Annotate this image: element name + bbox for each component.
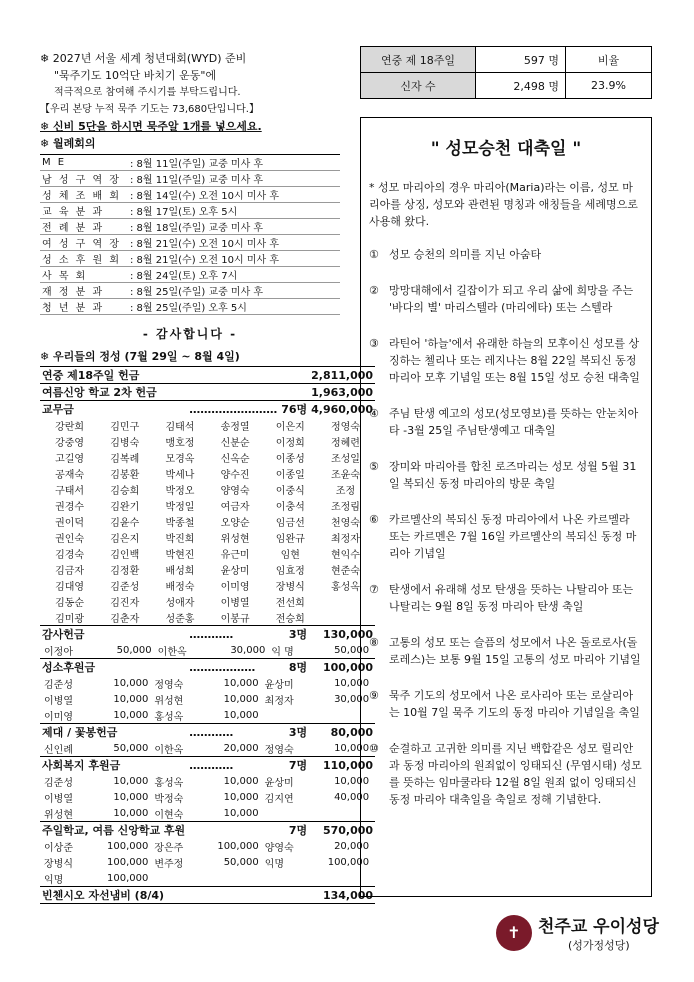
welfare-item-row <box>42 773 373 789</box>
donor-amount: 20,000 <box>223 742 259 754</box>
empty-cell <box>152 870 197 886</box>
donor-name: 전선희 <box>275 597 305 609</box>
thanks-offering-count: 3명 <box>279 626 309 643</box>
meeting-row <box>40 235 340 251</box>
donor-name: 김준성 <box>44 679 73 691</box>
donor-name: 김완기 <box>110 501 140 513</box>
donor-name: 신인례 <box>44 744 73 756</box>
donor-name: 김경숙 <box>55 549 85 561</box>
donor-name: 성애자 <box>165 597 195 609</box>
welfare-item-row <box>42 789 373 805</box>
donor-amount: 10,000 <box>334 677 370 689</box>
donor-name: 위성현 <box>44 809 73 821</box>
feast-item-text: 묵주 기도의 성모에서 나온 로사리아 또는 로살리아는 10월 7일 묵주 기도의 동정 마리아 기념일을 축일 <box>389 689 640 719</box>
week-label: 연중 제 18주일 <box>361 47 476 73</box>
donor-name: 임금선 <box>275 517 305 529</box>
donor-name: 위성현 <box>220 533 250 545</box>
donor-amount: 10,000 <box>113 693 149 705</box>
dues-names-row <box>42 433 373 449</box>
donor-amount: 10,000 <box>223 693 259 705</box>
donor-name: 이병열 <box>44 793 73 805</box>
vocation-label: 성소후원금 <box>40 659 187 676</box>
feast-item-number: ⑩ <box>369 742 379 755</box>
donor-name: 윤상미 <box>264 777 294 789</box>
feast-item <box>369 687 643 721</box>
donor-name: 김금자 <box>55 565 85 577</box>
donor-name: 김승희 <box>110 485 140 497</box>
offering-amount: 1,963,000 <box>311 385 374 399</box>
donor-name: 이미영 <box>220 581 250 593</box>
feast-item-text: 주님 탄생 예고의 성모(성모영보)를 뜻하는 안눈치아타 -3월 25일 주님탄생예고 대축일 <box>389 407 639 437</box>
donor-amount: 10,000 <box>223 709 259 721</box>
meeting-time: : 8월 18일(주일) 교중 미사 후 <box>128 219 340 235</box>
meeting-name: 교 육 분 과 <box>40 203 128 219</box>
meeting-time: : 8월 14일(수) 오전 10시 미사 후 <box>128 187 340 203</box>
sunday-school-amount: 570,000 <box>309 822 375 839</box>
thanks-title: - 감사합니다 - <box>142 327 238 341</box>
meeting-row <box>40 171 340 187</box>
parish-dues-amount: 4,960,000 <box>311 402 374 416</box>
meeting-time: : 8월 11일(주일) 교중 미사 후 <box>128 155 340 171</box>
feast-title: " 성모승천 대축일 " <box>430 139 582 159</box>
donor-name: 이은지 <box>275 421 305 433</box>
dues-names-row <box>42 465 373 481</box>
ratio-value: 23.9% <box>566 73 652 99</box>
offering-table <box>40 366 375 904</box>
donor-name: 박정오 <box>165 485 195 497</box>
thanks-offering-dots: ………… <box>187 626 279 643</box>
right-column <box>360 46 652 897</box>
wyd-campaign: "묵주기도 10억단 바치기 운동"에 <box>54 69 217 82</box>
meeting-row <box>40 251 340 267</box>
vincent-label: 빈첸시오 자선냄비 (8/4) <box>40 887 309 904</box>
meeting-time: : 8월 25일(주일) 오후 5시 <box>128 299 340 315</box>
feast-item-text: 망망대해에서 길잡이가 되고 우리 삶에 희망을 주는 '바다의 별' 마리스텔라 (마리에타) 또는 스텔라 <box>389 284 634 314</box>
empty-cell <box>263 707 312 723</box>
donor-name: 유근미 <box>220 549 250 561</box>
donor-name: 김봉환 <box>110 469 140 481</box>
donor-name: 윤상미 <box>264 679 294 691</box>
feast-item-number: ③ <box>369 337 379 350</box>
dues-names-row <box>42 449 373 465</box>
dues-names-row <box>42 529 373 545</box>
wyd-title: ❄ 2027년 서울 세계 청년대회(WYD) 준비 <box>40 52 247 65</box>
feast-item-text: 장미와 마리아를 합친 로즈마리는 성모 성월 5월 31일 복되신 동정 마리아의 방문 축일 <box>389 460 637 490</box>
feast-item-number: ② <box>369 284 379 297</box>
donor-name: 익명 <box>44 874 64 886</box>
meeting-time: : 8월 24일(토) 오후 7시 <box>128 267 340 283</box>
meeting-row <box>40 219 340 235</box>
donor-name: 강중영 <box>55 437 85 449</box>
donor-name: 송정열 <box>220 421 250 433</box>
meeting-name: 성 소 후 원 회 <box>40 251 128 267</box>
donor-name: 여금자 <box>220 501 250 513</box>
dues-names-row <box>42 497 373 513</box>
offering-label: 여름신앙 학교 2차 헌금 <box>40 384 309 401</box>
altar-items <box>42 740 373 756</box>
donor-name: 이현숙 <box>154 809 184 821</box>
vocation-amount: 100,000 <box>309 659 375 676</box>
altar-header <box>40 724 375 741</box>
welfare-label: 사회복지 후원금 <box>40 757 187 774</box>
altar-amount: 80,000 <box>309 724 375 741</box>
donor-name: 이병열 <box>220 597 250 609</box>
donor-name: 김준성 <box>110 581 140 593</box>
donor-name: 익 명 <box>271 646 294 658</box>
donor-amount: 10,000 <box>113 775 149 787</box>
donor-name: 이한옥 <box>154 744 184 756</box>
donor-name: 임완규 <box>275 533 305 545</box>
donor-name: 정영숙 <box>330 421 360 433</box>
donor-amount: 50,000 <box>116 644 152 656</box>
meeting-name: 재 정 분 과 <box>40 283 128 299</box>
welfare-header <box>40 757 375 774</box>
donor-amount: 10,000 <box>334 775 370 787</box>
feast-item-text: 성모 승천의 의미를 지닌 아숨타 <box>389 248 542 261</box>
donor-amount: 50,000 <box>113 742 149 754</box>
parish-dues-label: 교무금 <box>40 401 187 418</box>
meeting-time: : 8월 11일(주일) 교중 미사 후 <box>128 171 340 187</box>
dues-names-row <box>42 593 373 609</box>
wyd-count: 【우리 본당 누적 묵주 기도는 73,680단입니다.】 <box>40 104 259 115</box>
donor-amount: 10,000 <box>223 807 259 819</box>
donor-name: 성준홍 <box>165 613 195 625</box>
donor-amount: 10,000 <box>223 775 259 787</box>
donor-name: 이종성 <box>275 453 305 465</box>
feast-item <box>369 405 643 439</box>
vocation-item-row <box>42 691 373 707</box>
donor-name: 박정일 <box>165 501 195 513</box>
sunday-school-label: 주일학교, 여름 신앙학교 후원 <box>40 822 187 839</box>
donor-name: 김춘자 <box>110 613 140 625</box>
feast-item-text: 순결하고 고귀한 의미를 지닌 백합같은 성모 릴리안과 동정 마리아의 원죄없이 잉태되신 (무염시태) 성모를 뜻하는 임마쿨라타 12월 8일 원죄 없이 잉태되신 동정 마리아 대축일을 축일로 정해 기념한다. <box>389 742 642 806</box>
donor-amount: 100,000 <box>106 872 149 884</box>
feast-item-number: ④ <box>369 407 379 420</box>
donor-name: 최정자 <box>264 695 294 707</box>
sunday-school-count: 7명 <box>279 822 309 839</box>
feast-item <box>369 511 643 562</box>
donor-name: 권인숙 <box>55 533 85 545</box>
meeting-row <box>40 299 340 315</box>
donor-name: 이충석 <box>275 501 305 513</box>
donor-amount: 10,000 <box>113 807 149 819</box>
feast-item-number: ⑤ <box>369 460 379 473</box>
meeting-heading: ❄ 월례회의 <box>40 137 96 150</box>
meeting-name: 성 체 조 배 회 <box>40 187 128 203</box>
thanks-offering-label: 감사헌금 <box>40 626 187 643</box>
donor-amount: 50,000 <box>334 644 370 656</box>
donor-name: 최정자 <box>330 533 360 545</box>
altar-count: 3명 <box>279 724 309 741</box>
donor-name: 이봉규 <box>220 613 250 625</box>
members-value: 2,498 명 <box>476 73 566 99</box>
vincent-amount: 134,000 <box>309 887 375 904</box>
welfare-item-row <box>42 805 373 821</box>
meeting-time: : 8월 17일(토) 오후 5시 <box>128 203 340 219</box>
meeting-name: 여 성 구 역 장 <box>40 235 128 251</box>
empty-cell <box>263 870 308 886</box>
feast-item-text: 탄생에서 유래해 성모 탄생을 뜻하는 나탈리아 또는 나탈리는 9월 8일 동정 마리아 탄생 축일 <box>389 583 634 613</box>
donor-name: 천영숙 <box>330 517 360 529</box>
parish-name: 천주교 우이성당 <box>538 917 659 937</box>
meeting-time: : 8월 21일(수) 오전 10시 미사 후 <box>128 251 340 267</box>
donor-amount: 100,000 <box>327 856 370 868</box>
church-emblem-icon: ✝ <box>496 915 532 951</box>
meeting-row <box>40 203 340 219</box>
donor-name: 김인백 <box>110 549 140 561</box>
donor-name: 모경옥 <box>165 453 195 465</box>
meeting-name: 사 목 회 <box>40 267 128 283</box>
dues-names-row <box>42 513 373 529</box>
donor-name: 김은지 <box>110 533 140 545</box>
donor-amount: 100,000 <box>106 840 149 852</box>
feast-item <box>369 634 643 668</box>
donor-name: 김병숙 <box>110 437 140 449</box>
donor-name: 박현진 <box>165 549 195 561</box>
donor-name: 김복례 <box>110 453 140 465</box>
donor-name: 홍성옥 <box>154 777 184 789</box>
donor-name: 양영숙 <box>220 485 250 497</box>
donor-name: 이상준 <box>44 842 73 854</box>
donor-name: 전승희 <box>275 613 305 625</box>
donor-amount: 10,000 <box>223 791 259 803</box>
meeting-row <box>40 155 340 171</box>
vocation-items <box>42 675 373 723</box>
donor-name: 이정희 <box>275 437 305 449</box>
sunday-school-header <box>40 822 375 839</box>
donor-name: 권경수 <box>55 501 85 513</box>
feast-box <box>360 117 652 897</box>
donor-amount: 10,000 <box>223 677 259 689</box>
donor-name: 김대영 <box>55 581 85 593</box>
donor-name: 박정숙 <box>154 793 184 805</box>
meeting-name: 청 년 분 과 <box>40 299 128 315</box>
donor-name: 김미광 <box>55 613 85 625</box>
donor-name: 장은주 <box>154 842 184 854</box>
feast-item <box>369 740 643 808</box>
left-column <box>40 50 374 904</box>
donor-name: 위성현 <box>154 695 184 707</box>
donor-name: 임효정 <box>275 565 305 577</box>
vincent-row <box>40 887 375 904</box>
donor-name: 박세나 <box>165 469 195 481</box>
parish-dues-dots: …………………… <box>189 402 278 416</box>
donor-name: 신분순 <box>220 437 250 449</box>
ratio-label: 비율 <box>566 47 652 73</box>
donor-name: 김동순 <box>55 597 85 609</box>
donor-name: 이미영 <box>44 711 73 723</box>
donor-name: 변주정 <box>154 858 184 870</box>
feast-item-text: 고통의 성모 또는 슬픔의 성모에서 나온 돌로로사(돌로레스)는 보통 9월 15일 고통의 성모 마리아 기념일 <box>389 636 641 666</box>
feast-item <box>369 458 643 492</box>
donor-name: 이정아 <box>44 646 73 658</box>
welfare-items <box>42 773 373 821</box>
feast-item-number: ⑧ <box>369 636 379 649</box>
feast-item-text: 라틴어 '하늘'에서 유래한 하늘의 모후이신 성모를 상징하는 첼리나 또는 레지나는 8월 22일 복되신 동정 마리아 모후 기념일 또는 8월 15일 성모 승천 대축일 <box>389 337 640 384</box>
sunday-school-items <box>42 838 373 886</box>
offering-heading: ❄ 우리들의 정성 (7월 29일 ~ 8월 4일) <box>40 350 240 363</box>
meeting-name: M E <box>40 155 128 171</box>
parish-logo <box>496 912 659 953</box>
altar-item-row <box>42 740 373 756</box>
vocation-item-row <box>42 675 373 691</box>
dues-names-table <box>42 417 373 625</box>
feast-item-number: ① <box>369 248 379 261</box>
donor-name: 임현 <box>280 549 300 561</box>
donor-name: 이병열 <box>44 695 73 707</box>
feast-item <box>369 335 643 386</box>
dues-names-row <box>42 609 373 625</box>
parish-dues-header <box>40 401 375 418</box>
sunday-school-item-row <box>42 870 373 886</box>
donor-name: 정영숙 <box>264 744 294 756</box>
donor-name: 이종일 <box>275 469 305 481</box>
feast-item-text: 카르멜산의 복되신 동정 마리아에서 나온 카르멜라 또는 카르멘은 7월 16일 카르멜산의 복되신 동정 마리아 기념일 <box>389 513 637 560</box>
donor-name: 조성일 <box>330 453 360 465</box>
thanks-offering-header <box>40 626 375 643</box>
donor-amount: 30,000 <box>230 644 266 656</box>
donor-amount: 20,000 <box>334 840 370 852</box>
sunday-school-dots <box>187 822 279 839</box>
wyd-request: 적극적으로 참여해 주시기를 부탁드립니다. <box>54 87 241 98</box>
offering-label: 연중 제18주일 헌금 <box>40 367 309 384</box>
donor-name: 구태서 <box>55 485 85 497</box>
donor-amount: 100,000 <box>106 856 149 868</box>
dues-names-row <box>42 577 373 593</box>
sunday-school-item-row <box>42 838 373 854</box>
feast-item-number: ⑥ <box>369 513 379 526</box>
donor-name: 장병식 <box>44 858 73 870</box>
meeting-time: : 8월 21일(수) 오전 10시 미사 후 <box>128 235 340 251</box>
vocation-dots: ……………… <box>187 659 279 676</box>
thanks-offering-items <box>42 642 373 658</box>
feast-intro: * 성모 마리아의 경우 마리아(Maria)라는 이름, 성모 마리아를 상징, 성모와 관련된 명칭과 애칭들을 세례명으로 사용해 왔다. <box>369 181 638 228</box>
feast-item-number: ⑦ <box>369 583 379 596</box>
meeting-name: 남 성 구 역 장 <box>40 171 128 187</box>
donor-name: 홍성옥 <box>154 711 184 723</box>
donor-amount: 10,000 <box>334 742 370 754</box>
feast-item <box>369 581 643 615</box>
donor-name: 김민구 <box>110 421 140 433</box>
donor-amount: 30,000 <box>334 693 370 705</box>
dues-names-row <box>42 481 373 497</box>
notice-section <box>40 50 340 152</box>
donor-name: 익명 <box>264 858 285 870</box>
donor-name: 배정숙 <box>165 581 195 593</box>
donor-name: 홍성옥 <box>330 581 360 593</box>
donor-name: 맹호정 <box>165 437 195 449</box>
offering-row <box>40 384 375 401</box>
vocation-item-row <box>42 707 373 723</box>
altar-label: 제대 / 꽃봉헌금 <box>40 724 187 741</box>
parish-subtitle: (성가정성당) <box>568 939 630 952</box>
meeting-table <box>40 154 340 315</box>
donor-name: 오양순 <box>220 517 250 529</box>
altar-dots: ………… <box>187 724 279 741</box>
meeting-time: : 8월 25일(주일) 교중 미사 후 <box>128 283 340 299</box>
donor-name: 윤상미 <box>220 565 250 577</box>
donor-name: 장병식 <box>275 581 305 593</box>
offering-row <box>40 367 375 384</box>
attendance-table <box>360 46 652 99</box>
attendance-value: 597 명 <box>476 47 566 73</box>
donor-amount: 100,000 <box>217 840 259 852</box>
empty-cell <box>198 870 263 886</box>
donor-name: 조정 <box>335 485 356 497</box>
donor-name: 정혜련 <box>330 437 360 449</box>
donor-name: 이중식 <box>275 485 305 497</box>
welfare-dots: ………… <box>187 757 279 774</box>
meeting-row <box>40 283 340 299</box>
donor-name: 김진자 <box>110 597 140 609</box>
donor-name: 배성희 <box>165 565 195 577</box>
donor-name: 양수진 <box>220 469 250 481</box>
meeting-name: 전 례 분 과 <box>40 219 128 235</box>
donor-name: 박진희 <box>165 533 195 545</box>
donor-name: 조윤숙 <box>330 469 360 481</box>
donor-name: 김태석 <box>165 421 195 433</box>
dues-names-row <box>42 545 373 561</box>
meeting-row <box>40 267 340 283</box>
feast-item-number: ⑨ <box>369 689 379 702</box>
rosary-notice: ❄ 신비 5단을 하시면 묵주알 1개를 넣으세요. <box>40 120 262 133</box>
donor-name: 김준성 <box>44 777 73 789</box>
donor-name: 권이덕 <box>55 517 85 529</box>
welfare-count: 7명 <box>279 757 309 774</box>
dues-names-row <box>42 417 373 433</box>
offering-amount: 2,811,000 <box>311 368 374 382</box>
donor-name: 조정림 <box>330 501 360 513</box>
donor-amount: 10,000 <box>113 677 149 689</box>
donor-name: 신옥순 <box>220 453 250 465</box>
sunday-school-item-row <box>42 854 373 870</box>
donor-name: 현익수 <box>330 549 360 561</box>
meeting-row <box>40 187 340 203</box>
donor-amount: 50,000 <box>223 856 259 868</box>
donor-name: 공재숙 <box>55 469 85 481</box>
empty-cell <box>263 805 312 821</box>
donor-name: 박종철 <box>165 517 195 529</box>
feast-item <box>369 282 643 316</box>
vocation-header <box>40 659 375 676</box>
donor-name: 이한옥 <box>157 646 187 658</box>
members-label: 신자 수 <box>361 73 476 99</box>
donor-name: 강란희 <box>55 421 85 433</box>
donor-amount: 10,000 <box>113 709 149 721</box>
donor-name: 고길영 <box>55 453 85 465</box>
welfare-amount: 110,000 <box>309 757 375 774</box>
donor-name: 김윤수 <box>110 517 140 529</box>
thanks-offering-amount: 130,000 <box>309 626 375 643</box>
donor-name: 김지연 <box>264 793 294 805</box>
donor-name: 양영숙 <box>264 842 294 854</box>
donor-amount: 40,000 <box>334 791 370 803</box>
donor-name: 김정환 <box>110 565 140 577</box>
thanks-offering-item-row <box>42 642 373 658</box>
donor-name: 현준숙 <box>330 565 360 577</box>
dues-names-row <box>42 561 373 577</box>
feast-item <box>369 246 643 263</box>
parish-dues-count: 76명 <box>279 401 309 418</box>
donor-amount: 10,000 <box>113 791 149 803</box>
donor-name: 정영숙 <box>154 679 184 691</box>
vocation-count: 8명 <box>279 659 309 676</box>
